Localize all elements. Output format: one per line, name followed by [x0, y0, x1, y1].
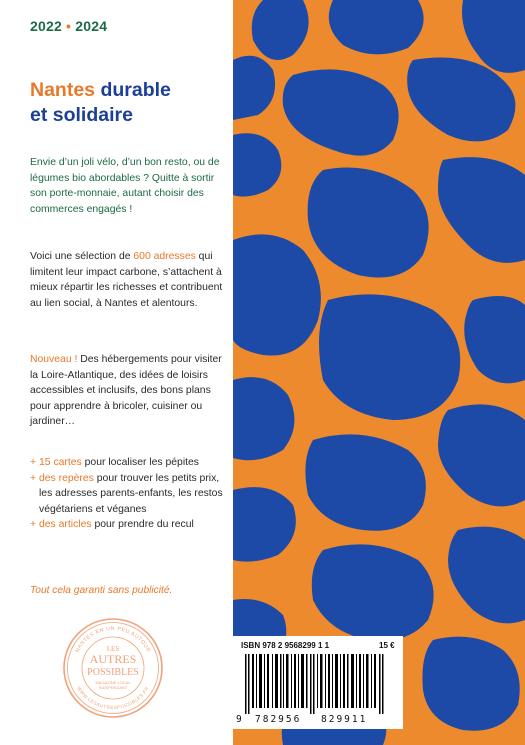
stamp-autres: AUTRES	[89, 652, 137, 666]
stamp-les: LES	[106, 645, 120, 653]
barcode-digits-left: 782956	[255, 714, 302, 725]
isbn-text: ISBN 978 2 9568299 1 1	[241, 641, 330, 650]
new-highlight: Nouveau !	[30, 354, 78, 365]
selection-paragraph	[30, 249, 230, 311]
feature-highlight: des articles	[39, 519, 92, 530]
list-item	[30, 471, 230, 518]
stamp-possibles: POSSIBLES	[87, 667, 139, 678]
intro-paragraph: Envie d’un joli vélo, d’un bon resto, ou de légumes bio abordables ? Quitte à sortir son porte-monnaie, autant choisir des commerces engagés !	[30, 157, 220, 215]
year-separator: •	[66, 18, 72, 34]
list-item	[30, 517, 230, 533]
price-text: 15 €	[379, 641, 395, 650]
publisher-stamp-logo	[62, 617, 164, 719]
selection-post: qui limitent leur impact carbone, s’attachent à mieux répartir les richesses et contribuent au lien social, à Nantes et alentours.	[30, 251, 223, 309]
feature-highlight: des repères	[39, 472, 94, 484]
list-item	[30, 455, 230, 471]
barcode-panel	[233, 636, 403, 729]
plus-icon: +	[30, 519, 37, 530]
features-list	[30, 455, 230, 533]
tagline: Tout cela garanti sans publicité.	[30, 585, 173, 596]
stamp-magazine-line1: MAGAZINE LOCAL	[95, 680, 131, 685]
year-start: 2022	[30, 18, 62, 34]
feature-text: pour trouver les petits prix, les adresses parents-enfants, les restos végétariens et véganes	[39, 472, 223, 515]
plus-icon: +	[30, 472, 37, 484]
barcode-bars	[239, 654, 397, 714]
back-cover-text-panel	[0, 0, 233, 745]
feature-highlight: 15 cartes	[39, 457, 82, 468]
stamp-bottom-arc: WWW.LESAUTRESPOSSIBLES.FR	[76, 685, 150, 711]
blue-blob-pattern	[233, 0, 525, 745]
book-title	[30, 78, 171, 128]
new-text: Des hébergements pour visiter la Loire-Atlantique, des idées de loisirs accessibles et inclusifs, des bons plans pour apprendre à bricoler, cuisiner ou jardiner…	[30, 354, 222, 427]
selection-highlight: 600 adresses	[133, 251, 196, 262]
plus-icon: +	[30, 457, 37, 468]
title-line2: et solidaire	[30, 104, 133, 126]
stamp-magazine-line2: INDÉPENDANT	[98, 685, 128, 690]
selection-pre: Voici une sélection de	[30, 251, 134, 262]
year-end: 2024	[75, 18, 108, 34]
stamp-top-arc: NANTES EN UN PEU AUTOUR	[74, 625, 152, 654]
feature-text: pour prendre du recul	[91, 519, 194, 530]
cover-pattern-panel	[233, 0, 525, 745]
barcode-digit-first: 9	[236, 714, 242, 725]
edition-years	[30, 18, 107, 34]
title-line1-rest: durable	[95, 79, 171, 101]
new-paragraph	[30, 352, 230, 430]
feature-text: pour localiser les pépites	[81, 457, 199, 468]
title-accent: Nantes	[30, 79, 96, 101]
barcode-digits-right: 829911	[321, 714, 368, 725]
